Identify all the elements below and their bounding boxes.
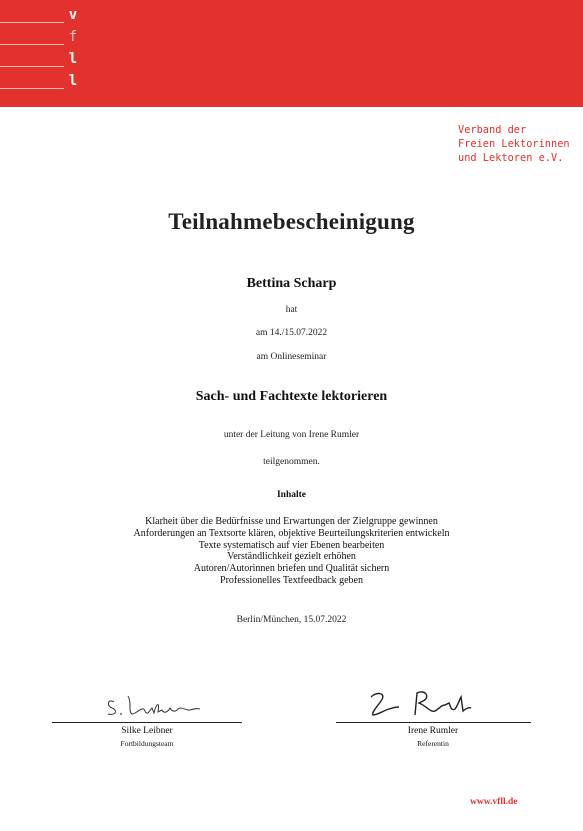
signature-rumler xyxy=(365,683,475,721)
seminar-date: am 14./15.07.2022 xyxy=(255,328,328,338)
organization-name xyxy=(458,123,570,165)
header-banner xyxy=(0,0,583,107)
place-date: Berlin/München, 15.07.2022 xyxy=(236,615,347,625)
signature-leibner xyxy=(100,684,210,722)
contents-item: Autoren/Autorinnen briefen und Qualität sichern xyxy=(193,563,390,575)
contents-item: Klarheit über die Bedürfnisse und Erwartungen der Zielgruppe gewinnen xyxy=(145,516,438,527)
course-title: Sach- und Fachtexte lektorieren xyxy=(195,389,388,404)
seminar-format: am Onlineseminar xyxy=(256,352,327,362)
contents-item: Professionelles Textfeedback geben xyxy=(220,574,363,586)
signer-name-right: Irene Rumler xyxy=(407,726,459,736)
logo-letter-l: l xyxy=(68,51,78,67)
closing-text: teilgenommen. xyxy=(263,457,320,467)
logo-line xyxy=(0,88,64,89)
signer-role-left: Fortbildungsteam xyxy=(120,739,174,748)
contents-item: Verständlichkeit gezielt erhöhen xyxy=(227,551,356,563)
contents-list xyxy=(0,516,583,587)
course-leader: unter der Leitung von Irene Rumler xyxy=(223,430,360,440)
logo-letter-l2: l xyxy=(68,73,78,89)
logo-line xyxy=(0,66,64,67)
signer-role-right: Referentin xyxy=(417,739,449,748)
certificate-title: Teilnahmebescheinigung xyxy=(168,209,415,234)
org-line-3: und Lektoren e.V. xyxy=(458,152,564,164)
logo-line xyxy=(0,44,64,45)
logo-letter-v: v xyxy=(68,7,78,23)
hat-text: hat xyxy=(285,305,298,315)
logo-line xyxy=(0,22,64,23)
org-line-1: Verband der xyxy=(458,124,527,136)
participant-name: Bettina Scharp xyxy=(246,276,337,291)
signature-line-right xyxy=(336,722,531,723)
contents-item: Anforderungen an Textsorte klären, objektive Beurteilungskriterien entwickeln xyxy=(133,527,450,539)
logo-letter-f: f xyxy=(68,29,78,45)
signature-line-left xyxy=(52,722,242,723)
signer-name-left: Silke Leibner xyxy=(121,726,173,736)
org-line-2: Freien Lektorinnen xyxy=(458,138,570,150)
contents-heading: Inhalte xyxy=(276,490,307,500)
contents-item: Texte systematisch auf vier Ebenen bearbeiten xyxy=(198,539,385,551)
footer-url[interactable]: www.vfll.de xyxy=(470,797,518,807)
